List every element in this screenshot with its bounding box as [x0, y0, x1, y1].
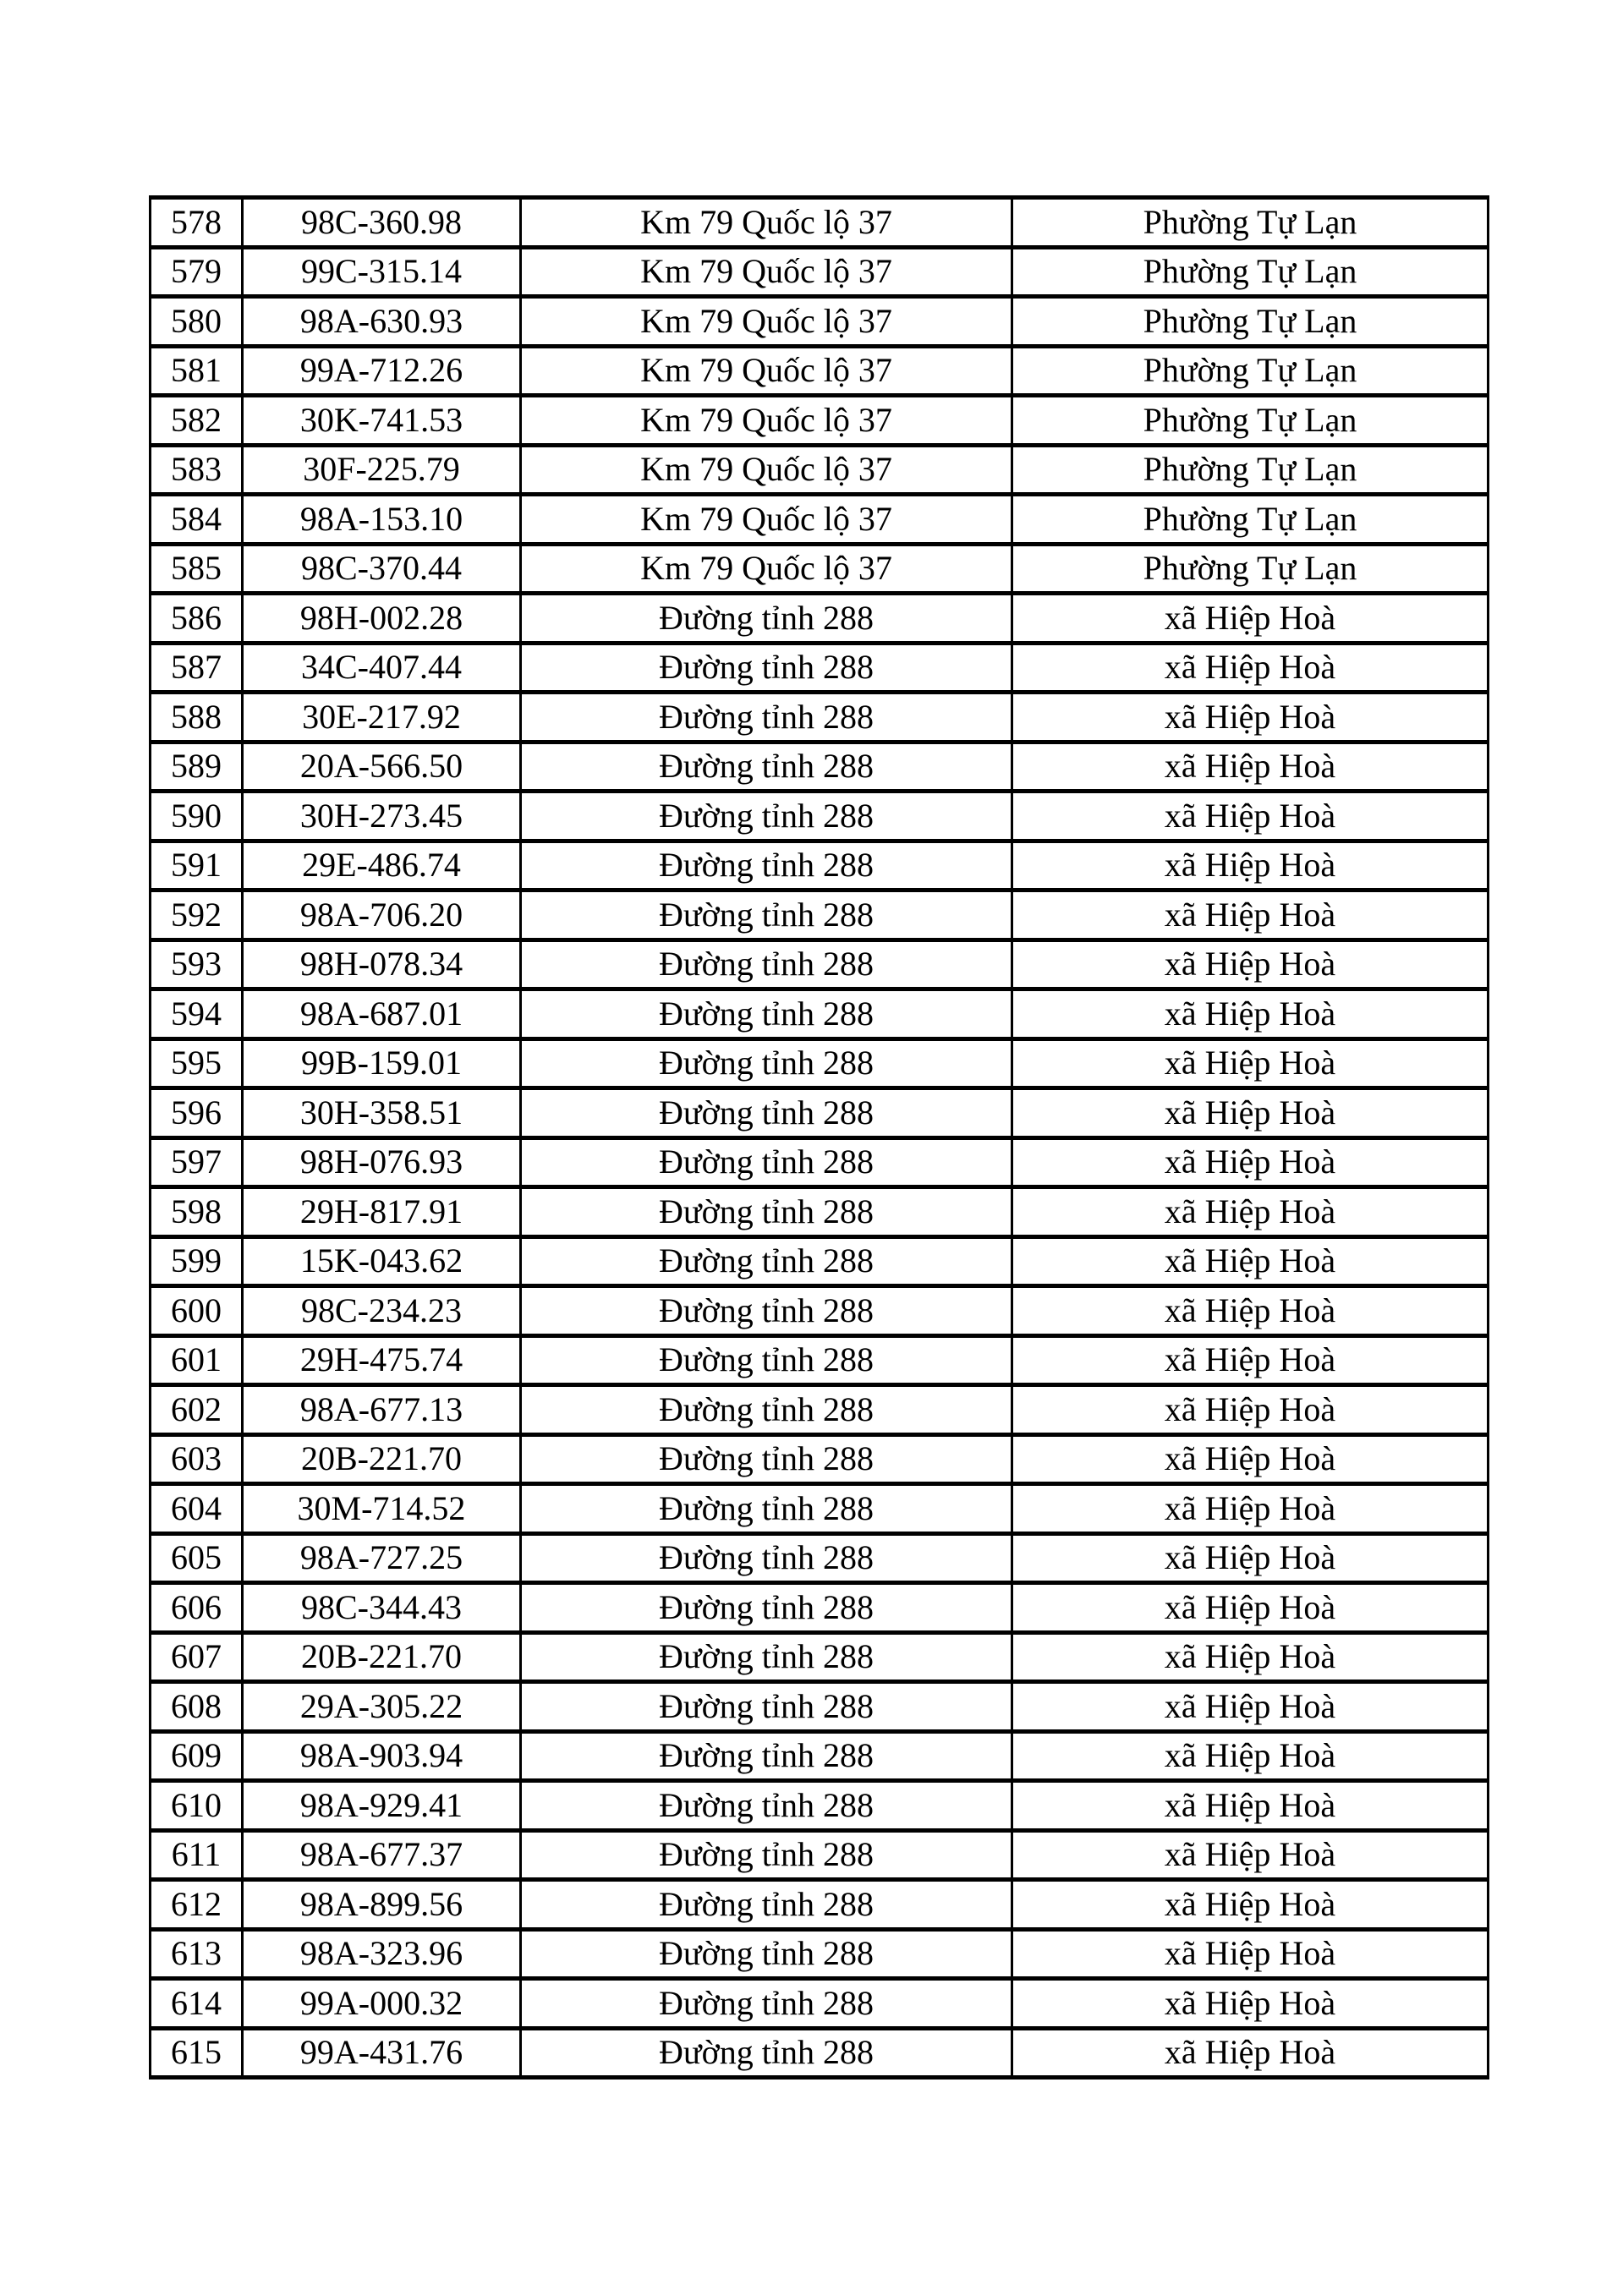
license-plate-cell: 20B-221.70: [243, 1434, 521, 1484]
violation-location-cell: Đường tỉnh 288: [521, 1632, 1012, 1682]
row-number-cell: 583: [151, 445, 243, 495]
ward-cell: xã Hiệp Hoà: [1012, 1434, 1489, 1484]
license-plate-cell: 98C-234.23: [243, 1286, 521, 1336]
license-plate-cell: 15K-043.62: [243, 1236, 521, 1286]
ward-cell: xã Hiệp Hoà: [1012, 1038, 1489, 1088]
violation-location-cell: Km 79 Quốc lộ 37: [521, 396, 1012, 446]
license-plate-cell: 98A-153.10: [243, 495, 521, 545]
license-plate-cell: 29A-305.22: [243, 1682, 521, 1732]
ward-cell: xã Hiệp Hoà: [1012, 1335, 1489, 1385]
row-number-cell: 609: [151, 1731, 243, 1781]
table-row: [151, 297, 1489, 347]
violation-location-cell: Đường tỉnh 288: [521, 940, 1012, 989]
row-number-cell: 590: [151, 792, 243, 841]
ward-cell: xã Hiệp Hoà: [1012, 2028, 1489, 2078]
table-row: [151, 890, 1489, 940]
ward-cell: xã Hiệp Hoà: [1012, 1583, 1489, 1633]
violation-location-cell: Đường tỉnh 288: [521, 841, 1012, 890]
license-plate-cell: 98A-677.37: [243, 1830, 521, 1880]
table-row: [151, 495, 1489, 545]
row-number-cell: 594: [151, 989, 243, 1039]
license-plate-cell: 98A-706.20: [243, 890, 521, 940]
row-number-cell: 589: [151, 742, 243, 792]
table-row: [151, 1286, 1489, 1336]
violation-location-cell: Km 79 Quốc lộ 37: [521, 297, 1012, 347]
license-plate-cell: 98H-002.28: [243, 594, 521, 644]
table-row: [151, 1137, 1489, 1187]
violation-location-cell: Đường tỉnh 288: [521, 1236, 1012, 1286]
row-number-cell: 605: [151, 1533, 243, 1583]
table-row: [151, 643, 1489, 693]
license-plate-cell: 30M-714.52: [243, 1484, 521, 1534]
row-number-cell: 601: [151, 1335, 243, 1385]
ward-cell: xã Hiệp Hoà: [1012, 1979, 1489, 2029]
table-row: [151, 2028, 1489, 2078]
ward-cell: xã Hiệp Hoà: [1012, 1484, 1489, 1534]
table-row: [151, 693, 1489, 743]
table-row: [151, 792, 1489, 841]
row-number-cell: 584: [151, 495, 243, 545]
table-row: [151, 594, 1489, 644]
row-number-cell: 591: [151, 841, 243, 890]
license-plate-cell: 98A-727.25: [243, 1533, 521, 1583]
violation-location-cell: Km 79 Quốc lộ 37: [521, 198, 1012, 248]
table-row: [151, 1632, 1489, 1682]
license-plate-cell: 98A-929.41: [243, 1781, 521, 1831]
ward-cell: xã Hiệp Hoà: [1012, 940, 1489, 989]
ward-cell: Phường Tự Lạn: [1012, 297, 1489, 347]
license-plate-cell: 98C-360.98: [243, 198, 521, 248]
ward-cell: Phường Tự Lạn: [1012, 396, 1489, 446]
row-number-cell: 580: [151, 297, 243, 347]
violation-location-cell: Đường tỉnh 288: [521, 1137, 1012, 1187]
license-plate-cell: 98H-076.93: [243, 1137, 521, 1187]
table-row: [151, 1533, 1489, 1583]
table-row: [151, 1583, 1489, 1633]
license-plate-cell: 20A-566.50: [243, 742, 521, 792]
row-number-cell: 613: [151, 1929, 243, 1979]
violation-location-cell: Đường tỉnh 288: [521, 1781, 1012, 1831]
violation-location-cell: Đường tỉnh 288: [521, 890, 1012, 940]
ward-cell: Phường Tự Lạn: [1012, 346, 1489, 396]
row-number-cell: 607: [151, 1632, 243, 1682]
license-plate-cell: 98H-078.34: [243, 940, 521, 989]
ward-cell: xã Hiệp Hoà: [1012, 1682, 1489, 1732]
ward-cell: xã Hiệp Hoà: [1012, 594, 1489, 644]
row-number-cell: 615: [151, 2028, 243, 2078]
table-row: [151, 544, 1489, 594]
ward-cell: xã Hiệp Hoà: [1012, 1533, 1489, 1583]
license-plate-cell: 30K-741.53: [243, 396, 521, 446]
table-row: [151, 396, 1489, 446]
violation-location-cell: Đường tỉnh 288: [521, 594, 1012, 644]
row-number-cell: 578: [151, 198, 243, 248]
ward-cell: xã Hiệp Hoà: [1012, 1137, 1489, 1187]
license-plate-cell: 20B-221.70: [243, 1632, 521, 1682]
ward-cell: Phường Tự Lạn: [1012, 445, 1489, 495]
table-row: [151, 1236, 1489, 1286]
row-number-cell: 596: [151, 1088, 243, 1138]
violation-location-cell: Km 79 Quốc lộ 37: [521, 247, 1012, 297]
table-row: [151, 1929, 1489, 1979]
violation-location-cell: Đường tỉnh 288: [521, 1979, 1012, 2029]
violation-location-cell: Đường tỉnh 288: [521, 1583, 1012, 1633]
ward-cell: xã Hiệp Hoà: [1012, 1385, 1489, 1435]
table-row: [151, 1484, 1489, 1534]
table-row: [151, 1781, 1489, 1831]
row-number-cell: 606: [151, 1583, 243, 1633]
table-row: [151, 841, 1489, 890]
row-number-cell: 604: [151, 1484, 243, 1534]
violation-location-cell: Km 79 Quốc lộ 37: [521, 346, 1012, 396]
license-plate-cell: 98A-677.13: [243, 1385, 521, 1435]
violation-location-cell: Đường tỉnh 288: [521, 1038, 1012, 1088]
row-number-cell: 612: [151, 1880, 243, 1930]
table-row: [151, 1880, 1489, 1930]
license-plate-cell: 99A-000.32: [243, 1979, 521, 2029]
violation-location-cell: Đường tỉnh 288: [521, 1484, 1012, 1534]
ward-cell: xã Hiệp Hoà: [1012, 742, 1489, 792]
row-number-cell: 599: [151, 1236, 243, 1286]
ward-cell: Phường Tự Lạn: [1012, 198, 1489, 248]
row-number-cell: 608: [151, 1682, 243, 1732]
violation-location-cell: Đường tỉnh 288: [521, 1682, 1012, 1732]
license-plate-cell: 30H-358.51: [243, 1088, 521, 1138]
violation-location-cell: Đường tỉnh 288: [521, 1830, 1012, 1880]
license-plate-cell: 99A-712.26: [243, 346, 521, 396]
license-plate-cell: 99C-315.14: [243, 247, 521, 297]
table-row: [151, 1187, 1489, 1237]
ward-cell: xã Hiệp Hoà: [1012, 1286, 1489, 1336]
ward-cell: xã Hiệp Hoà: [1012, 1187, 1489, 1237]
table-row: [151, 1731, 1489, 1781]
violation-location-cell: Đường tỉnh 288: [521, 742, 1012, 792]
license-plate-cell: 98A-687.01: [243, 989, 521, 1039]
license-plate-cell: 98A-323.96: [243, 1929, 521, 1979]
ward-cell: Phường Tự Lạn: [1012, 495, 1489, 545]
ward-cell: xã Hiệp Hoà: [1012, 1088, 1489, 1138]
ward-cell: xã Hiệp Hoà: [1012, 1830, 1489, 1880]
ward-cell: xã Hiệp Hoà: [1012, 1781, 1489, 1831]
table-row: [151, 1088, 1489, 1138]
row-number-cell: 581: [151, 346, 243, 396]
license-plate-cell: 29H-817.91: [243, 1187, 521, 1237]
violation-location-cell: Đường tỉnh 288: [521, 989, 1012, 1039]
license-plate-cell: 99B-159.01: [243, 1038, 521, 1088]
row-number-cell: 592: [151, 890, 243, 940]
row-number-cell: 597: [151, 1137, 243, 1187]
table-row: [151, 1038, 1489, 1088]
ward-cell: xã Hiệp Hoà: [1012, 890, 1489, 940]
ward-cell: xã Hiệp Hoà: [1012, 841, 1489, 890]
license-plate-cell: 99A-431.76: [243, 2028, 521, 2078]
table-row: [151, 1682, 1489, 1732]
license-plate-cell: 30F-225.79: [243, 445, 521, 495]
violation-location-cell: Km 79 Quốc lộ 37: [521, 445, 1012, 495]
violation-location-cell: Km 79 Quốc lộ 37: [521, 495, 1012, 545]
violation-location-cell: Km 79 Quốc lộ 37: [521, 544, 1012, 594]
table-row: [151, 940, 1489, 989]
ward-cell: xã Hiệp Hoà: [1012, 643, 1489, 693]
table-row: [151, 989, 1489, 1039]
violation-location-cell: Đường tỉnh 288: [521, 1929, 1012, 1979]
row-number-cell: 579: [151, 247, 243, 297]
license-plate-cell: 30E-217.92: [243, 693, 521, 743]
license-plate-cell: 98C-370.44: [243, 544, 521, 594]
row-number-cell: 593: [151, 940, 243, 989]
table-row: [151, 1979, 1489, 2029]
row-number-cell: 614: [151, 1979, 243, 2029]
ward-cell: xã Hiệp Hoà: [1012, 1632, 1489, 1682]
license-plate-cell: 30H-273.45: [243, 792, 521, 841]
license-plate-cell: 29H-475.74: [243, 1335, 521, 1385]
violation-location-cell: Đường tỉnh 288: [521, 643, 1012, 693]
table-row: [151, 1335, 1489, 1385]
license-plate-cell: 98C-344.43: [243, 1583, 521, 1633]
ward-cell: xã Hiệp Hoà: [1012, 792, 1489, 841]
table-row: [151, 198, 1489, 248]
table-row: [151, 1830, 1489, 1880]
ward-cell: xã Hiệp Hoà: [1012, 1880, 1489, 1930]
violation-location-cell: Đường tỉnh 288: [521, 1434, 1012, 1484]
license-plate-cell: 29E-486.74: [243, 841, 521, 890]
violation-location-cell: Đường tỉnh 288: [521, 792, 1012, 841]
row-number-cell: 582: [151, 396, 243, 446]
row-number-cell: 603: [151, 1434, 243, 1484]
ward-cell: xã Hiệp Hoà: [1012, 1929, 1489, 1979]
row-number-cell: 588: [151, 693, 243, 743]
license-plate-cell: 98A-899.56: [243, 1880, 521, 1930]
ward-cell: xã Hiệp Hoà: [1012, 693, 1489, 743]
violation-location-cell: Đường tỉnh 288: [521, 1385, 1012, 1435]
table-row: [151, 1385, 1489, 1435]
violation-location-cell: Đường tỉnh 288: [521, 2028, 1012, 2078]
violation-location-cell: Đường tỉnh 288: [521, 1533, 1012, 1583]
violation-location-cell: Đường tỉnh 288: [521, 1880, 1012, 1930]
license-plate-cell: 98A-630.93: [243, 297, 521, 347]
violation-location-cell: Đường tỉnh 288: [521, 1187, 1012, 1237]
row-number-cell: 587: [151, 643, 243, 693]
row-number-cell: 598: [151, 1187, 243, 1237]
license-plate-cell: 98A-903.94: [243, 1731, 521, 1781]
table-row: [151, 346, 1489, 396]
row-number-cell: 611: [151, 1830, 243, 1880]
table-body: [151, 198, 1489, 2078]
violation-location-cell: Đường tỉnh 288: [521, 1286, 1012, 1336]
row-number-cell: 595: [151, 1038, 243, 1088]
ward-cell: xã Hiệp Hoà: [1012, 1236, 1489, 1286]
row-number-cell: 585: [151, 544, 243, 594]
row-number-cell: 610: [151, 1781, 243, 1831]
violation-location-cell: Đường tỉnh 288: [521, 1335, 1012, 1385]
ward-cell: Phường Tự Lạn: [1012, 544, 1489, 594]
license-plate-cell: 34C-407.44: [243, 643, 521, 693]
violation-location-cell: Đường tỉnh 288: [521, 1731, 1012, 1781]
license-plate-violations-table: [149, 195, 1489, 2080]
row-number-cell: 600: [151, 1286, 243, 1336]
violation-location-cell: Đường tỉnh 288: [521, 693, 1012, 743]
ward-cell: Phường Tự Lạn: [1012, 247, 1489, 297]
ward-cell: xã Hiệp Hoà: [1012, 1731, 1489, 1781]
table-row: [151, 445, 1489, 495]
ward-cell: xã Hiệp Hoà: [1012, 989, 1489, 1039]
row-number-cell: 602: [151, 1385, 243, 1435]
table-row: [151, 742, 1489, 792]
table-row: [151, 247, 1489, 297]
violation-location-cell: Đường tỉnh 288: [521, 1088, 1012, 1138]
row-number-cell: 586: [151, 594, 243, 644]
table-row: [151, 1434, 1489, 1484]
